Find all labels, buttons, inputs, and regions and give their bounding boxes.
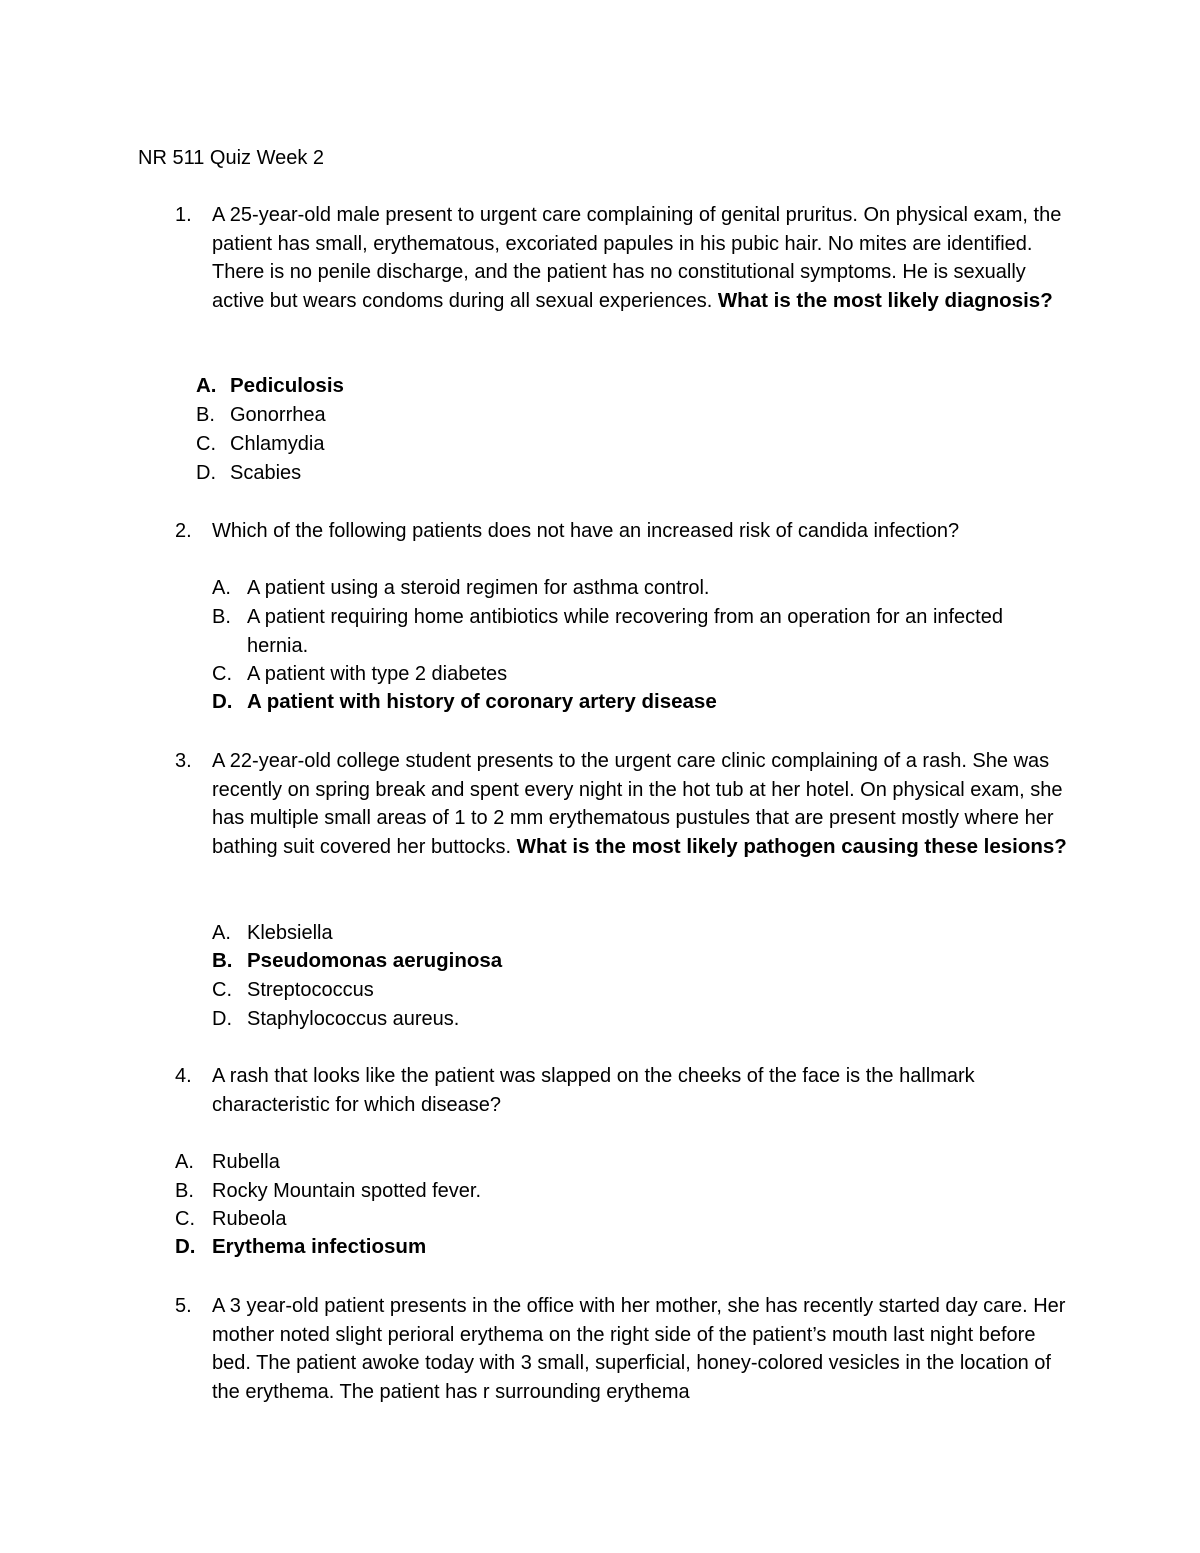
option-text: Gonorrhea bbox=[230, 404, 326, 426]
option-letter: C. bbox=[212, 979, 232, 1001]
question-number: 4. bbox=[175, 1065, 192, 1087]
option-text: Pediculosis bbox=[230, 374, 344, 397]
question-text bbox=[212, 747, 1067, 861]
option-letter: D. bbox=[175, 1235, 196, 1258]
option-letter: A. bbox=[212, 922, 231, 944]
option-text: Chlamydia bbox=[230, 433, 325, 455]
option-text: Rubeola bbox=[212, 1208, 287, 1230]
option-letter: B. bbox=[212, 606, 231, 628]
option-text: Pseudomonas aeruginosa bbox=[247, 949, 503, 972]
option-text: A patient with history of coronary artery disease bbox=[247, 690, 717, 713]
option-text: Rubella bbox=[212, 1151, 280, 1173]
option-letter: D. bbox=[212, 690, 233, 713]
option-letter: B. bbox=[212, 949, 233, 972]
question-prompt: What is the most likely pathogen causing these lesions? bbox=[516, 834, 1067, 858]
question-text bbox=[212, 201, 1067, 315]
option-letter: B. bbox=[175, 1180, 194, 1202]
option-letter: C. bbox=[196, 433, 216, 455]
option-text: A patient requiring home antibiotics while recovering from an operation for an infected hernia. bbox=[247, 606, 1003, 657]
question-prompt: What is the most likely diagnosis? bbox=[717, 288, 1053, 312]
option-letter: A. bbox=[175, 1151, 194, 1173]
option-text: Klebsiella bbox=[247, 922, 333, 944]
document-title: NR 511 Quiz Week 2 bbox=[138, 147, 325, 169]
question-text bbox=[212, 517, 1067, 546]
option-letter: D. bbox=[196, 462, 216, 484]
option-letter: B. bbox=[196, 404, 215, 426]
question-text bbox=[212, 1292, 1067, 1406]
question-body: A 3 year-old patient presents in the office with her mother, she has recently started day care. Her mother noted slight perioral erythema on the right side of the patient’s mouth last night before bed. The patient awoke today with 3 small, superficial, honey-colored vesicles in the location of the erythema. The patient has r surrounding erythema bbox=[212, 1295, 1066, 1403]
option-text: A patient using a steroid regimen for asthma control. bbox=[247, 577, 710, 599]
option-text: Staphylococcus aureus. bbox=[247, 1008, 460, 1030]
question-number: 1. bbox=[175, 204, 192, 226]
option-letter: A. bbox=[212, 577, 231, 599]
question-body: A 25-year-old male present to urgent care complaining of genital pruritus. On physical exam, the patient has small, erythematous, excoriated papules in his pubic hair. No mites are identified. There is no penile discharge, and the patient has no constitutional symptoms. He is sexually active but wears condoms during all sexual experiences. bbox=[212, 204, 1062, 312]
option-letter: C. bbox=[175, 1208, 195, 1230]
option-letter: A. bbox=[196, 374, 217, 397]
option-text: Scabies bbox=[230, 462, 302, 484]
question-body: Which of the following patients does not have an increased risk of candida infection? bbox=[212, 520, 960, 542]
question-number: 5. bbox=[175, 1295, 192, 1317]
question-number: 2. bbox=[175, 520, 192, 542]
option-letter: D. bbox=[212, 1008, 232, 1030]
option-text: A patient with type 2 diabetes bbox=[247, 663, 508, 685]
option-text: Streptococcus bbox=[247, 979, 374, 1001]
question-body: A rash that looks like the patient was slapped on the cheeks of the face is the hallmark characteristic for which disease? bbox=[212, 1065, 975, 1116]
option-letter: C. bbox=[212, 663, 232, 685]
option-text: Rocky Mountain spotted fever. bbox=[212, 1180, 482, 1202]
question-text bbox=[212, 1062, 1067, 1119]
question-number: 3. bbox=[175, 750, 192, 772]
option-text: Erythema infectiosum bbox=[212, 1235, 427, 1258]
question-body: A 22-year-old college student presents to the urgent care clinic complaining of a rash. She was recently on spring break and spent every night in the hot tub at her hotel. On physical exam, she has multiple small areas of 1 to 2 mm erythematous pustules that are present mostly where her bathing suit covered her buttocks. bbox=[212, 750, 1063, 858]
